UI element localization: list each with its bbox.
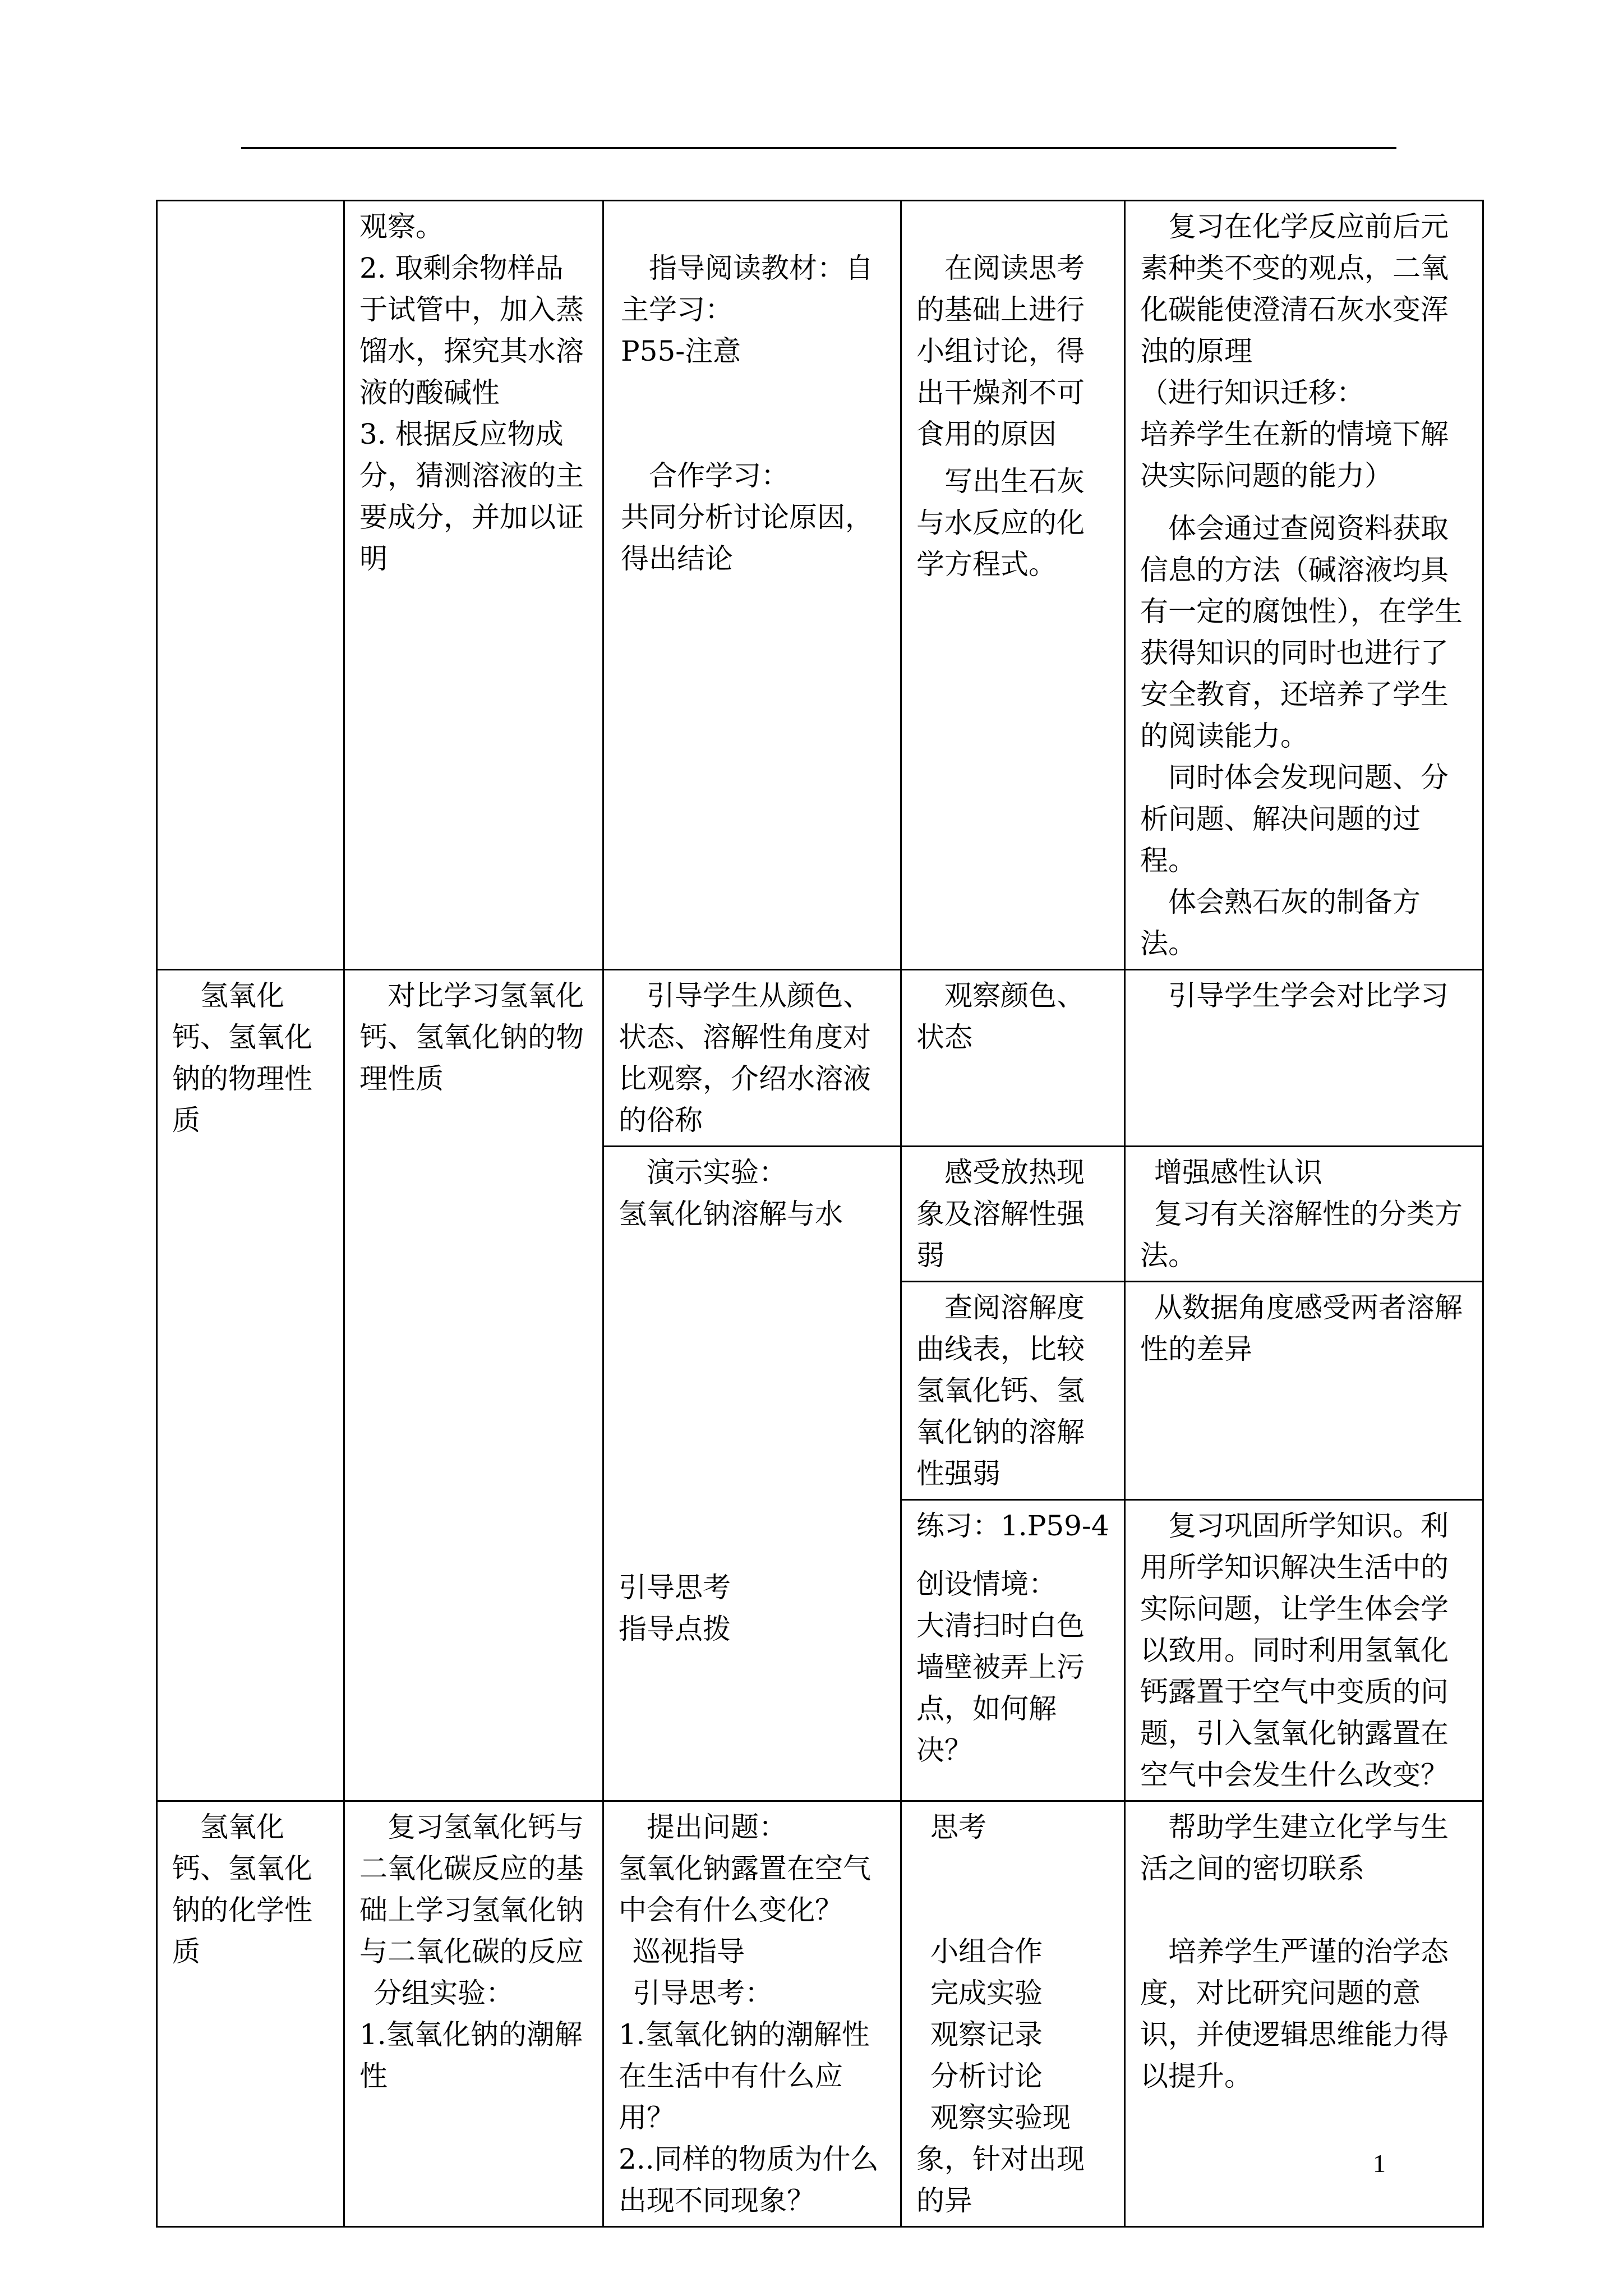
- text: 复习在化学反应前后元素种类不变的观点，二氧化碳能使澄清石灰水变浑浊的原理: [1140, 210, 1449, 367]
- text: 共同分析讨论原因，得出结论: [621, 501, 873, 575]
- cell-student-activity: [901, 970, 1125, 1147]
- spacer: [916, 1547, 1112, 1563]
- page-number: 1: [1373, 2149, 1386, 2178]
- text: 提出问题：: [647, 1811, 787, 1843]
- cell-topic: [157, 970, 344, 1801]
- cell-design-intent: [1125, 201, 1483, 970]
- cell-design-intent: [1125, 970, 1483, 1147]
- header-rule: [241, 147, 1396, 149]
- cell-student-activity: [901, 1282, 1125, 1500]
- lesson-plan-table: [156, 200, 1484, 2228]
- text: 体会熟石灰的制备方法。: [1140, 886, 1421, 960]
- cell-teacher-activity: [603, 970, 901, 1147]
- text: 从数据角度感受两者溶解性的差异: [1140, 1291, 1463, 1365]
- text: 查阅溶解度曲线表，比较氢氧化钙、氢氧化钠的溶解性强弱: [916, 1291, 1085, 1490]
- spacer: [916, 455, 1112, 461]
- text: 小组合作: [930, 1935, 1043, 1968]
- table-row: [157, 970, 1483, 1147]
- text: 完成实验: [930, 1977, 1043, 2009]
- text: 1.氢氧化钠的潮解性: [359, 2018, 583, 2092]
- text: 合作学习：: [649, 459, 789, 492]
- cell-teacher-activity: [603, 1147, 901, 1801]
- text: 1.氢氧化钠的潮解性在生活中有什么应用？: [619, 2018, 870, 2134]
- cell-design-intent: [1125, 1801, 1483, 2227]
- text: 同时体会发现问题、分析问题、解决问题的过程。: [1140, 761, 1449, 877]
- text: 2. 取剩余物样品于试管中，加入蒸馏水，探究其水溶液的酸碱性: [359, 252, 584, 409]
- cell-teacher-activity: [603, 1801, 901, 2227]
- spacer: [916, 206, 1112, 247]
- text: 引导思考：: [633, 1977, 773, 2009]
- cell-content: [344, 1801, 603, 2227]
- text: 氢氧化钙、氢氧化钠的化学性质: [172, 1811, 312, 1968]
- text: 复习氢氧化钙与二氧化碳反应的基础上学习氢氧化钠与二氧化碳的反应: [359, 1811, 584, 1968]
- text: 帮助学生建立化学与生活之间的密切联系: [1140, 1811, 1449, 1885]
- table-row: [157, 201, 1483, 970]
- cell-student-activity: [901, 1147, 1125, 1282]
- text: 氢氧化钙、氢氧化钠的物理性质: [172, 979, 312, 1137]
- text: 复习巩固所学知识。利用所学知识解决生活中的实际问题，让学生体会学以致用。同时利用氢氧化钙露置于空气中变质的问题，引入氢氧化钠露置在空气中会发生什么改变？: [1140, 1510, 1449, 1791]
- text: 观察颜色、状态: [916, 979, 1085, 1053]
- text: 观察记录: [930, 2018, 1043, 2051]
- cell-student-activity: [901, 1801, 1125, 2227]
- text: 思考: [930, 1811, 986, 1843]
- cell-student-activity: [901, 1500, 1125, 1801]
- text: 增强感性认识: [1154, 1156, 1322, 1189]
- cell-student-activity: [901, 201, 1125, 970]
- text: 观察。: [359, 210, 444, 243]
- text: 2..同样的物质为什么出现不同现象？: [619, 2143, 879, 2217]
- cell-design-intent: [1125, 1282, 1483, 1500]
- cell-teacher-activity: [603, 201, 901, 970]
- text: 指导阅读教材：自主学习：: [621, 252, 873, 326]
- cell-topic: [157, 1801, 344, 2227]
- text: 练习：1.P59-4: [916, 1510, 1109, 1542]
- text: 3. 根据反应物成分，猜测溶液的主要成分，并加以证明: [359, 418, 584, 575]
- text: 分组实验：: [374, 1977, 514, 2009]
- text: 氢氧化钠露置在空气中会有什么变化？: [619, 1852, 871, 1926]
- text: 指导点拨: [619, 1613, 731, 1645]
- text: 分析讨论: [930, 2060, 1043, 2092]
- cell-design-intent: [1125, 1500, 1483, 1801]
- spacer: [916, 1848, 1112, 1931]
- spacer: [621, 206, 888, 247]
- text: 体会通过查阅资料获取信息的方法（碱溶液均具有一定的腐蚀性），在学生获得知识的同时也进行了安全教育，还培养了学生的阅读能力。: [1140, 512, 1463, 752]
- text: 在阅读思考的基础上进行小组讨论，得出干燥剂不可食用的原因: [916, 252, 1085, 450]
- text: 培养学生严谨的治学态度，对比研究问题的意识，并使逻辑思维能力得以提升。: [1140, 1935, 1449, 2092]
- cell-design-intent: [1125, 1147, 1483, 1282]
- text: 大清扫时白色墙壁被弄上污点，如何解决？: [916, 1609, 1085, 1766]
- text: （进行知识迁移：: [1140, 376, 1364, 409]
- text: 复习有关溶解性的分类方法。: [1140, 1198, 1463, 1272]
- text: 写出生石灰与水反应的化学方程式。: [916, 465, 1085, 581]
- table-row: [157, 1801, 1483, 2227]
- text: 培养学生在新的情境下解决实际问题的能力）: [1140, 418, 1449, 492]
- text: 感受放热现象及溶解性强弱: [916, 1156, 1085, 1272]
- text: 观察实验现象，针对出现的异: [916, 2101, 1085, 2217]
- cell-content: [344, 970, 603, 1801]
- spacer: [1140, 496, 1470, 508]
- text: 引导思考: [619, 1571, 731, 1604]
- cell-content: [344, 201, 603, 970]
- text: 创设情境：: [916, 1568, 1057, 1600]
- text: P55-注意: [621, 335, 741, 367]
- text: 氢氧化钠溶解与水: [619, 1198, 843, 1230]
- text: 引导学生学会对比学习: [1168, 979, 1449, 1012]
- spacer: [619, 1235, 888, 1567]
- spacer: [621, 372, 888, 455]
- text: 巡视指导: [633, 1935, 745, 1968]
- cell-topic: [157, 201, 344, 970]
- spacer: [1140, 1889, 1470, 1931]
- text: 对比学习氢氧化钙、氢氧化钠的物理性质: [359, 979, 584, 1095]
- text: 演示实验：: [647, 1156, 787, 1189]
- text: 引导学生从颜色、状态、溶解性角度对比观察，介绍水溶液的俗称: [619, 979, 871, 1137]
